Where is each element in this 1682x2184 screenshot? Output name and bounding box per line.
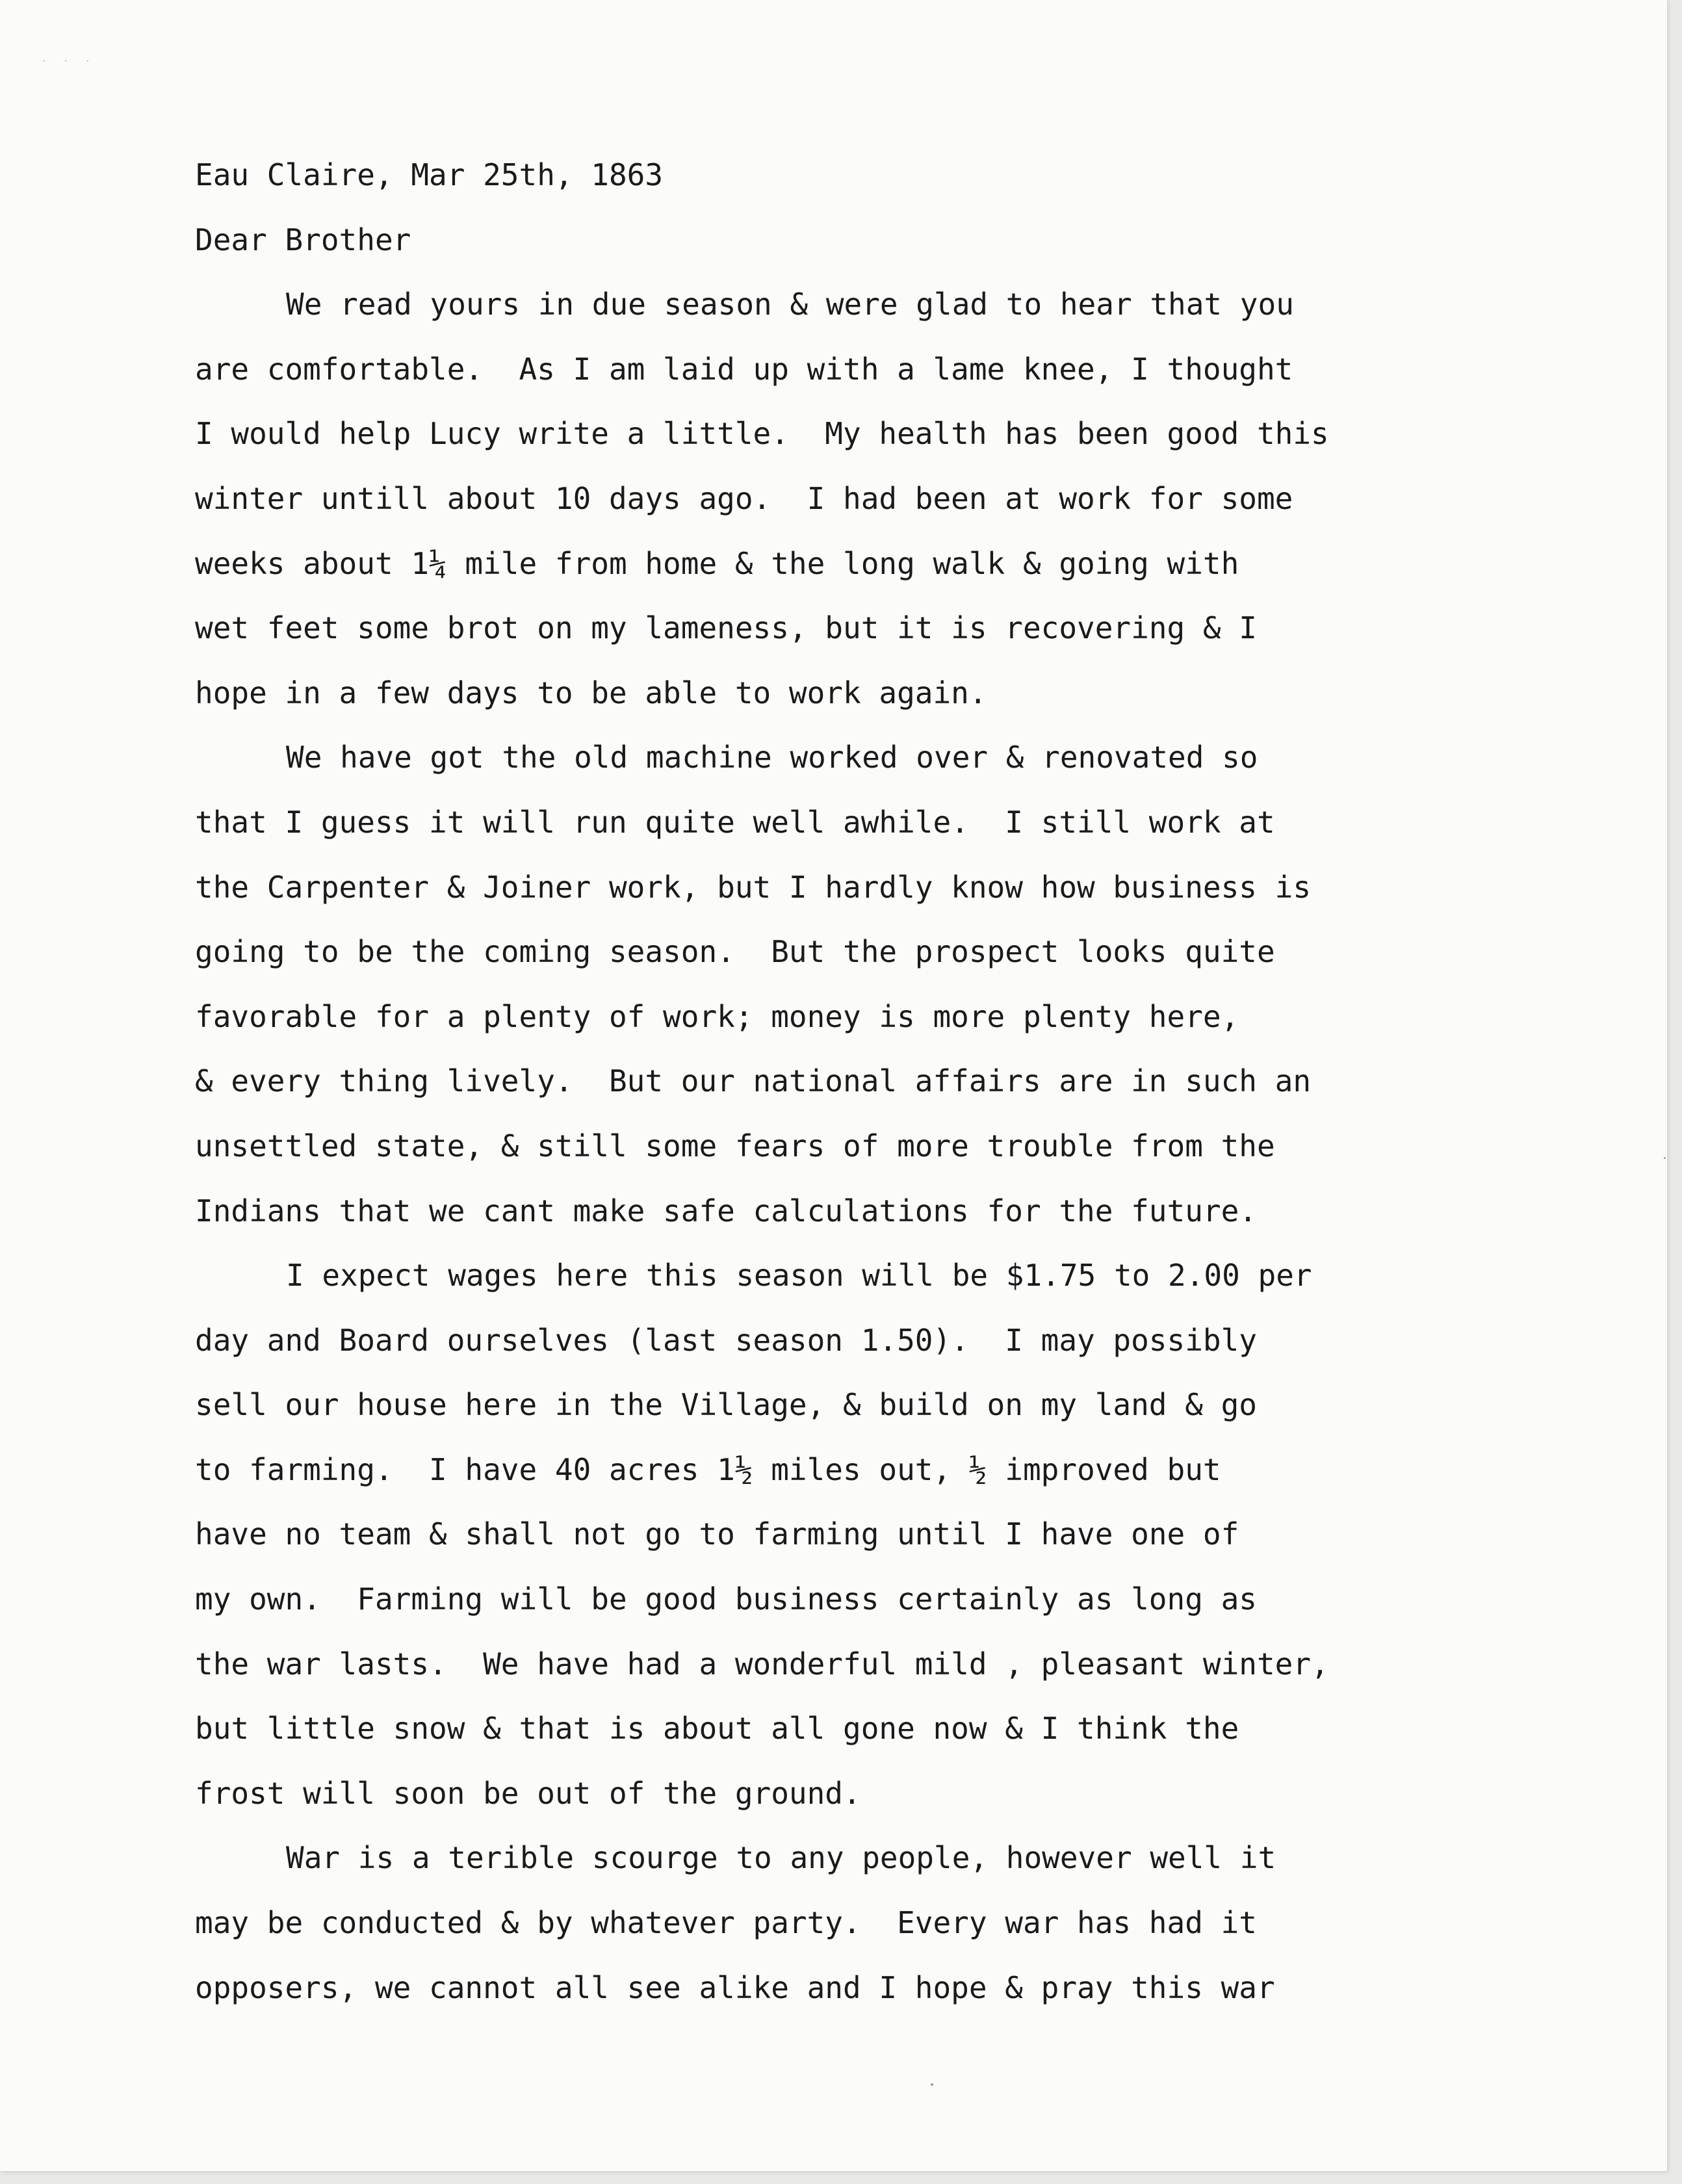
text-line: the war lasts. We have had a wonderful mild , pleasant winter, — [195, 1646, 1329, 1682]
text-line: We read yours in due season & were glad to hear that you — [286, 287, 1294, 322]
text-line: winter untill about 10 days ago. I had been at work for some — [195, 480, 1293, 516]
text-line: I expect wages here this season will be $1.75 to 2.00 per — [286, 1258, 1312, 1294]
text-line: that I guess it will run quite well awhile. I still work at — [195, 804, 1275, 840]
text-line: my own. Farming will be good business certainly as long as — [195, 1581, 1257, 1617]
salutation: Dear Brother — [195, 222, 411, 257]
text-line: We have got the old machine worked over & renovated so — [286, 740, 1258, 775]
text-line: & every thing lively. But our national affairs are in such an — [195, 1063, 1312, 1099]
paragraph — [195, 272, 1508, 725]
text-line: frost will soon be out of the ground. — [195, 1775, 861, 1811]
text-line: sell our house here in the Village, & build on my land & go — [195, 1387, 1257, 1423]
page-speck — [931, 2083, 933, 2086]
text-line: day and Board ourselves (last season 1.50). I may possibly — [195, 1322, 1257, 1358]
paragraph — [195, 1826, 1508, 2020]
text-line: wet feet some brot on my lameness, but it is recovering & I — [195, 610, 1257, 646]
text-line: weeks about 1¼ mile from home & the long walk & going with — [195, 545, 1239, 581]
scan-mark: · · · — [40, 55, 96, 68]
text-line: may be conducted & by whatever party. Every war has had it — [195, 1905, 1257, 1941]
text-line: going to be the coming season. But the prospect looks quite — [195, 934, 1275, 970]
text-line: have no team & shall not go to farming until I have one of — [195, 1516, 1239, 1552]
text-line: Indians that we cant make safe calculations for the future. — [195, 1193, 1257, 1228]
text-line: I would help Lucy write a little. My health has been good this — [195, 416, 1329, 452]
text-line: to farming. I have 40 acres 1½ miles out, ½ improved but — [195, 1451, 1221, 1487]
paragraph — [195, 725, 1508, 1243]
text-line: the Carpenter & Joiner work, but I hardly know how business is — [195, 869, 1312, 905]
letter-body — [195, 143, 1508, 2020]
text-line: opposers, we cannot all see alike and I hope & pray this war — [195, 1970, 1275, 2005]
text-line: are comfortable. As I am laid up with a lame knee, I thought — [195, 351, 1293, 387]
text-line: favorable for a plenty of work; money is more plenty here, — [195, 998, 1239, 1034]
text-line: unsettled state, & still some fears of more trouble from the — [195, 1128, 1275, 1164]
paragraph — [195, 1243, 1508, 1826]
page-speck — [1664, 1157, 1666, 1159]
text-line: War is a terible scourge to any people, however well it — [286, 1840, 1276, 1876]
dateline: Eau Claire, Mar 25th, 1863 — [195, 157, 664, 192]
text-line: but little snow & that is about all gone now & I think the — [195, 1711, 1239, 1747]
text-line: hope in a few days to be able to work again. — [195, 675, 987, 710]
